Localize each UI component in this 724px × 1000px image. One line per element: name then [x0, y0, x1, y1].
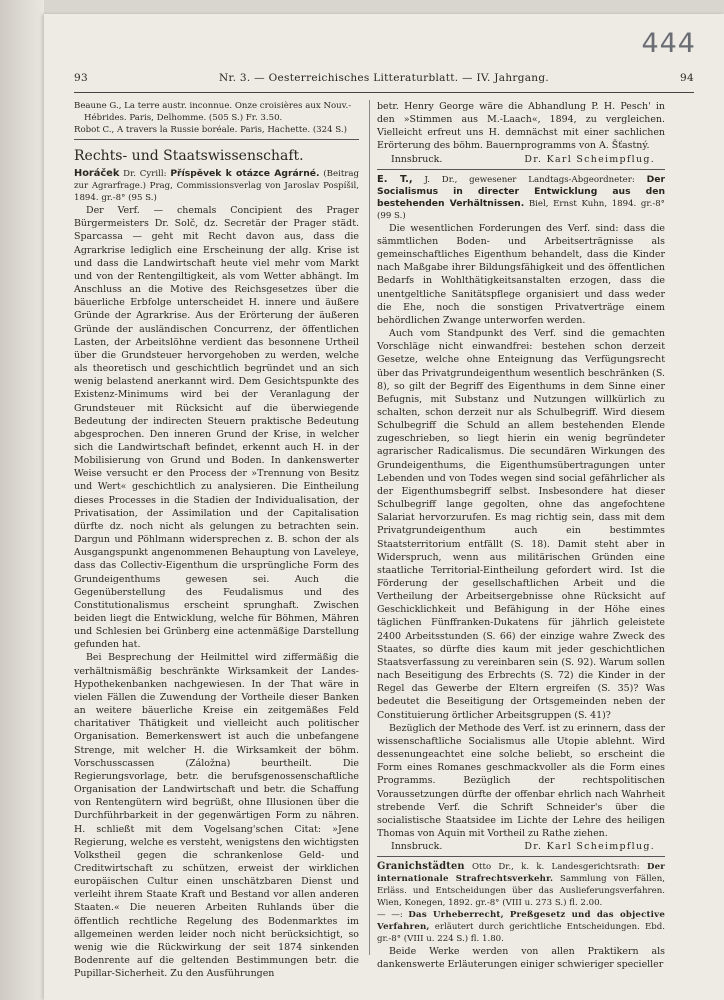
review-heading: [74, 168, 359, 204]
document-page: [44, 14, 724, 1000]
journal-title: Nr. 3. — Oesterreichisches Litteraturblatt. — IV. Jahrgang.: [218, 72, 550, 84]
bibliography-line: Hébrides. Paris, Delhomme. (505 S.) Fr. 3.50.: [84, 113, 283, 123]
review-paragraph: Die wesentlichen Forderungen des Verf. sind: dass die sämmtlichen Boden- und Arbeitserträgnisse als gemeinschaftliches Eigenthum behandelt, dass die Kinder nach Maßgabe ihrer Bildungsfähigkeit und des öffentlichen Bedarfs in Wohlthätigkeitsanstalten erzogen, dass die unentgeltliche Sanitätspflege organisiert und dass weder die Ehe, noch die sonstigen Privatverträge einem behördlichen Zwange unterworfen werden.: [377, 222, 665, 326]
review-author-rest: Otto Dr., k. k. Landesgerichtsrath:: [464, 862, 647, 873]
review-paragraph: Bezüglich der Methode des Verf. ist zu erinnern, dass der wissenschaftliche Socialismus alle Utopie ablehnt. Wird dessenungeachtet eine solche beliebt, so erscheint die Form eines Romanes geschmackvoller als die Form eines Programms. Bezüglich der rechtspolitischen Voraussetzungen dürfte der offenbar ehrlich nach Wahrheit strebende Verf. die Schrift Schneider's über die socialistische Staatsidee im Lichte der Lehre des heiligen Thomas von Aquin mit Vortheil zu Rathe ziehen.: [377, 722, 665, 839]
right-column: [377, 100, 665, 972]
review-dash: — —:: [377, 910, 409, 921]
signature: [377, 153, 665, 166]
review-author-rest: J. Dr., gewesener Landtags-Abgeordneter:: [412, 174, 647, 185]
review-heading: [377, 174, 665, 222]
signature-place: Innsbruck.: [391, 841, 443, 853]
left-page-number: 93: [74, 72, 88, 84]
signature-name: Dr. Karl Scheimpflug.: [524, 841, 655, 853]
section-title: Rechts- und Staatswissenschaft.: [74, 148, 304, 164]
review-heading: [377, 861, 665, 909]
bibliography-line: Robot C., A travers la Russie boréale. Paris, Hachette. (324 S.): [74, 125, 347, 135]
divider: [74, 139, 359, 140]
header-rule: [74, 92, 694, 93]
left-column: [74, 100, 359, 980]
review-paragraph: Bei Besprechung der Heilmittel wird ziffermäßig die verhältnismäßig beschränkte Wirksamkeit der Landes-Hypothekenbanken nachgewiesen. In der That wäre in vielen Fällen die Zuwendung der Vortheile dieser Banken an weitere bäuerliche Kreise ein zeitgemäßes Feld charitativer Thätigkeit und vielleicht auch politischer Organisation. Bemerkenswert ist auch die unbefangene Strenge, mit welcher H. die Wirksamkeit der böhm. Vorschusscassen (Záložna) beurtheilt. Die Regierungsvorlage, betr. die berufsgenossenschaftliche Organisation der Landwirtschaft und betr. die Schaffung von Rentengütern wird begrüßt, ohne Illusionen über die Durchführbarkeit in der gegenwärtigen Form zu nähren. H. schließt mit dem Vogelsang'schen Citat: »Jene Regierung, welche es versteht, wenigstens den wichtigsten Volkstheil gegen die schrankenlose Geld- und Creditwirtschaft zu schützen, erweist der wirklichen europäischen Cultur einen unschätzbaren Dienst und verleiht ihrem Staate Kraft und Bestand vor allen anderen Staaten.« Die neueren Arbeiten Ruhlands über die öffentlich rechtliche Regelung des Bodenmarktes im allgemeinen werden leider noch nicht berücksichtigt, so wenig wie die Rückwirkung der seit 1874 sinkenden Bodenrente auf die geltenden Bestimmungen betr. die Pupillar-Sicherheit. Zu den Ausführungen: [74, 652, 359, 980]
review-book-meta: Sammlung von Fällen, Erläss. und Entscheidungen über das Auslieferungsverfahren. Wien, Konegen, 1892. gr.-8° (VIII u. 273 S.) fl. 2.00.: [377, 874, 665, 909]
divider: [377, 169, 665, 170]
bibliography-line: Beaune G., La terre austr. inconnue. Onze croisières aux Nouv.-: [74, 101, 352, 111]
review-book-meta: (Beitrag zur Agrarfrage.) Prag, Commissionsverlag von Jaroslav Pospíšil, 1894. gr.-8° (95 S.): [74, 169, 360, 204]
review-author: Granichstädten: [377, 861, 465, 873]
review-author: Horáček: [74, 168, 120, 180]
binding-margin: [0, 0, 44, 1000]
signature-name: Dr. Karl Scheimpflug.: [524, 153, 655, 165]
review-book-meta: Biel, Ernst Kuhn, 1894. gr.-8° (99 S.): [377, 198, 665, 221]
review-book-title-2: Das Urheberrecht, Preßgesetz und das objective Verfahren,: [377, 910, 666, 933]
running-header: [74, 72, 694, 84]
signature: [377, 840, 665, 853]
bibliography-list: [74, 100, 359, 136]
column-separator: [369, 100, 370, 955]
review-book-title: Der internationale Strafrechtsverkehr.: [377, 862, 665, 885]
signature-place: Innsbruck.: [391, 153, 443, 165]
review-author-rest: Dr. Cyrill:: [119, 169, 171, 180]
divider: [377, 856, 665, 857]
review-book-title: Příspěvek k otázce Agrárné.: [170, 168, 320, 180]
review-paragraph: Auch vom Standpunkt des Verf. sind die gemachten Vorschläge nicht einwandfrei: bestehen schon derzeit Gesetze, welche ohne Enteignung das Verfügungsrecht über das Privatgrundeigenthum wesentlich beschränken (S. 8), so gilt der Begriff des Eigenthums in dem Sinne einer Befugnis, mit Substanz und Nutzungen willkürlich zu schalten, schon derzeit nur als Schulbegriff. Wird diesem Schulbegriff die Schuld an allem bestehenden Elende zugeschrieben, so liegt hierin ein wenig begründeter agrarischer Radicalismus. Die secundären Wirkungen des Grundeigenthums, die Eigenthumsübertragungen unter Lebenden und von Todes wegen sind social gefährlicher als der Eigenthumsbegriff selbst. Insbesondere hat dieser Schulbegriff lange gegolten, ohne das angefochtene Salariat hervorzurufen. Es mag richtig sein, dass mit dem Privatgrundeigenthum auch ein bestimmtes Staatsterritorium entfällt (S. 18). Damit steht aber in Widerspruch, wenn aus militärischen Gründen eine staatliche Territorial-Eintheilung gefordert wird. Ist die Förderung der gesellschaftlichen Arbeit und die Vertheilung der Arbeitsergebnisse ohne Rücksicht auf Geschicklichkeit und Befähigung in der Höhe eines täglichen Fünffranken-Dukatens für jährlich geleistete 2400 Arbeitsstunden (S. 66) der einzige wahre Zweck des Staates, so dürfte dies kaum mit jeder geschichtlichen Staatsverfassung zu vereinbaren sein (S. 92). Warum sollen nach Beseitigung des Erbrechts (S. 72) die Kinder in der Regel das Gewerbe der Eltern ergreifen (S. 35)? Was bedeutet die Beseitigung der Ortsgemeinden neben der Constituierung örtlicher Arbeitsgruppen (S. 41)?: [377, 328, 665, 721]
review-paragraph: Beide Werke werden von allen Praktikern als dankenswerte Erläuterungen einiger schwieriger specieller: [377, 946, 665, 971]
review-paragraph: Der Verf. — chemals Concipient des Prager Bürgermeisters Dr. Solč, dz. Secretär der Prager städt. Sparcassa — geht mit Recht davon aus, dass die Agrarkrise lediglich eine Erscheinung der allg. Krise ist und dass die Landwirtschaft heute viel mehr vom Markt und von der Rentengiltigkeit, als vom Wetter abhängt. Im Anschluss an die Motive des Reichsgesetzes über die bäuerliche Erbfolge unterscheidet H. innere und äußere Gründe der Agrarkrise. Aus der Erörterung der äußeren Gründe der ausländischen Concurrenz, der öffentlichen Lasten, der Arbeitslöhne verdient das besonnene Urtheil über die Grundsteuer hervorgehoben zu werden, welche als theoretisch und geschichtlich begründet und an sich wenig belastend anerkannt wird. Dem Gesichtspunkte des Existenz-Minimums wird bei der Veranlagung der Grundsteuer mit Rücksicht auf die überwiegende Bedeutung der indirecten Steuern praktische Bedeutung abgesprochen. Den inneren Grund der Krise, in welcher sich die Landwirtschaft befindet, erkennt auch H. in der Mobilisierung von Grund und Boden. In dankenswerter Weise versucht er den Process der »Trennung von Besitz und Wert« geschichtlich zu analysieren. Die Eintheilung dieses Processes in die Stadien der Individualisation, der Privatisation, der Assimilation und der Capitalisation dürfte dz. noch nicht als gelungen zu betrachten sein. Dargun und Pöhlmann widersprechen z. B. schon der als Ausgangspunkt angenommenen Behauptung von Laveleye, dass das Collectiv-Eigenthum die ursprüngliche Form des Grundeigenthums gewesen sei. Auch die Gegenüberstellung des Feudalismus und des Constitutionalismus erscheint sprunghaft. Zwischen beiden liegt die Entwicklung, welche für Böhmen, Mähren und Schlesien bei Grünberg eine actenmäßige Darstellung gefunden hat.: [74, 205, 359, 651]
handwritten-page-number: 444: [641, 28, 696, 59]
review-book-title: Der Socialismus in directer Entwicklung aus den bestehenden Verhältnissen.: [377, 173, 666, 209]
review-author: E. T.,: [377, 173, 413, 185]
right-page-number: 94: [680, 72, 694, 84]
review-continuation: betr. Henry George wäre die Abhandlung P. H. Pesch' in den »Stimmen aus M.-Laach«, 1894, zu vergleichen. Vielleicht erfreut uns H. demnächst mit einer sachlichen Erörterung des böhm. Bauernprogramms von A. Šťastný.: [377, 101, 665, 152]
review-book-meta-2: erläutert durch gerichtliche Entscheidungen. Ebd. gr.-8° (VIII u. 224 S.) fl. 1.80.: [377, 922, 665, 945]
review-heading-2: [377, 909, 665, 945]
